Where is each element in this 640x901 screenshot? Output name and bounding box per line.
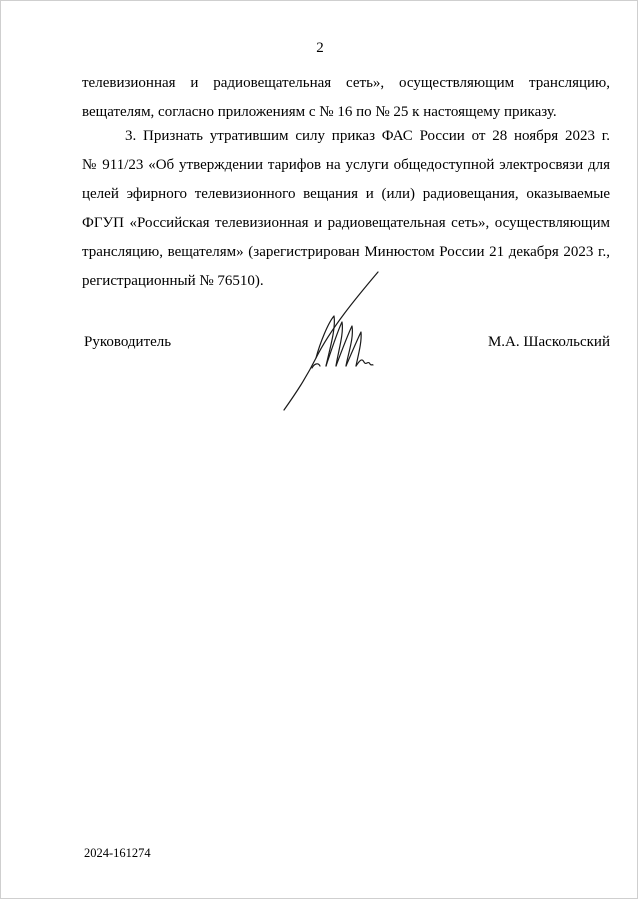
paragraph-line: трансляцию, вещателям» (зарегистрирован Минюстом России 21 декабря 2023 г.,: [82, 244, 610, 260]
signatory-title: Руководитель: [84, 334, 172, 350]
paragraph-line: вещателям, согласно приложениям с № 16 по № 25 к настоящему приказу.: [82, 104, 557, 120]
handwritten-signature: [276, 268, 386, 418]
signatory-name: М.А. Шаскольский: [487, 334, 610, 350]
paragraph-line: 3. Признать утратившим силу приказ ФАС России от 28 ноября 2023 г.: [125, 128, 610, 144]
page-number: 2: [316, 40, 324, 56]
document-registration-number: 2024-161274: [84, 846, 151, 860]
paragraph-line: ФГУП «Российская телевизионная и радиовещательная сеть», осуществляющим: [82, 215, 610, 231]
paragraph-line: № 911/23 «Об утверждении тарифов на услуги общедоступной электросвязи для: [82, 157, 610, 173]
paragraph-line: целей эфирного телевизионного вещания и (или) радиовещания, оказываемые: [82, 186, 610, 202]
paragraph-continuation: [82, 69, 610, 127]
paragraph-line: регистрационный № 76510).: [82, 273, 264, 289]
paragraph-line: телевизионная и радиовещательная сеть», осуществляющим трансляцию,: [82, 75, 610, 91]
